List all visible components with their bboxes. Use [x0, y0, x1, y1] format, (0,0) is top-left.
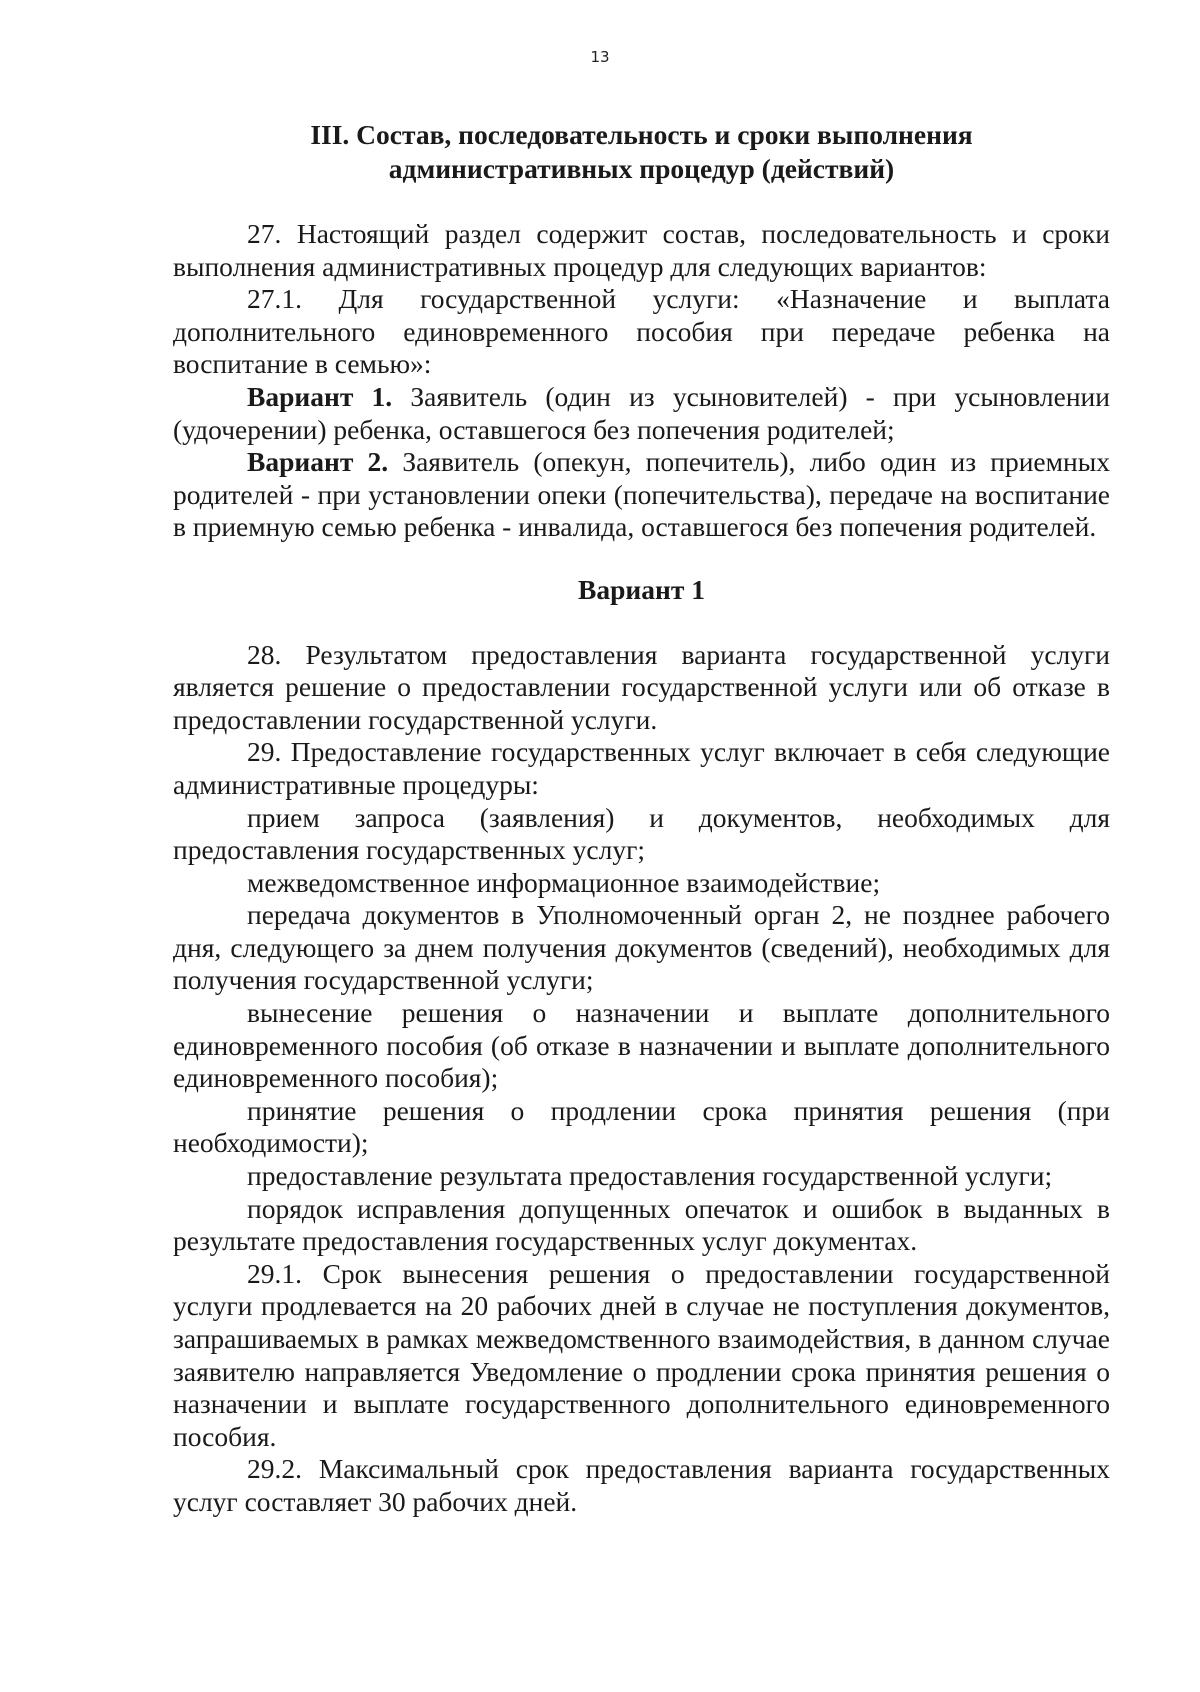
page-number: 13 [590, 48, 610, 66]
section-heading [173, 118, 1110, 186]
procedure-item: принятие решения о продлении срока принятия решения (при необходимости); [173, 1094, 1110, 1159]
procedure-item: прием запроса (заявления) и документов, необходимых для предоставления государственных услуг; [173, 801, 1110, 866]
paragraph-29-2: 29.2. Максимальный срок предоставления варианта государственных услуг составляет 30 рабочих дней. [173, 1453, 1110, 1517]
variant-1-label: Вариант 1. [247, 380, 393, 412]
variant-2-text: Заявитель (опекун, попечитель), либо один из приемных родителей - при установлении опеки (попечительства), передаче на воспитание в приемную семью ребенка - инвалида, оставшегося без попечения родителей. [173, 446, 1110, 543]
variant-1-paragraph [173, 381, 1110, 446]
procedure-item: передача документов в Уполномоченный орган 2, не позднее рабочего дня, следующего за днем получения документов (сведений), необходимых для получения государственной услуги; [173, 899, 1110, 996]
section-heading-line-2: административных процедур (действий) [388, 153, 895, 184]
paragraph-29: 29. Предоставление государственных услуг включает в себя следующие административные процедуры: [173, 736, 1110, 800]
section-heading-line-1: III. Состав, последовательность и сроки выполнения [310, 119, 973, 150]
procedure-item: межведомственное информационное взаимодействие; [247, 866, 881, 898]
paragraph-27-1: 27.1. Для государственной услуги: «Назначение и выплата дополнительного единовременного пособия при передаче ребенка на воспитание в семью»: [173, 283, 1110, 380]
procedure-item: вынесение решения о назначении и выплате дополнительного единовременного пособия (об отказе в назначении и выплате дополнительного единовременного пособия); [173, 997, 1110, 1094]
variant-1-heading: Вариант 1 [578, 573, 705, 605]
paragraph-29-1: 29.1. Срок вынесения решения о предоставлении государственной услуги продлевается на 20 рабочих дней в случае не поступления документов, запрашиваемых в рамках межведомственного взаимодействия, в данном случае заявителю направляется Уведомление о продлении срока принятия решения о назначении и выплате государственного дополнительного единовременного пособия. [173, 1257, 1110, 1452]
paragraph-28: 28. Результатом предоставления варианта государственной услуги является решение о предоставлении государственной услуги или об отказе в предоставлении государственной услуги. [173, 638, 1110, 735]
variant-2-label: Вариант 2. [247, 446, 389, 478]
procedure-item: порядок исправления допущенных опечаток и ошибок в выданных в результате предоставления государственных услуг документах. [173, 1192, 1110, 1257]
document-body [173, 118, 1110, 1519]
procedure-item: предоставление результата предоставления государственной услуги; [247, 1160, 1053, 1192]
variant-2-paragraph [173, 446, 1110, 544]
paragraph-27: 27. Настоящий раздел содержит состав, последовательность и сроки выполнения административных процедур для следующих вариантов: [173, 218, 1110, 282]
variant-1-text: Заявитель (один из усыновителей) - при усыновлении (удочерении) ребенка, оставшегося без попечения родителей; [173, 380, 1110, 445]
